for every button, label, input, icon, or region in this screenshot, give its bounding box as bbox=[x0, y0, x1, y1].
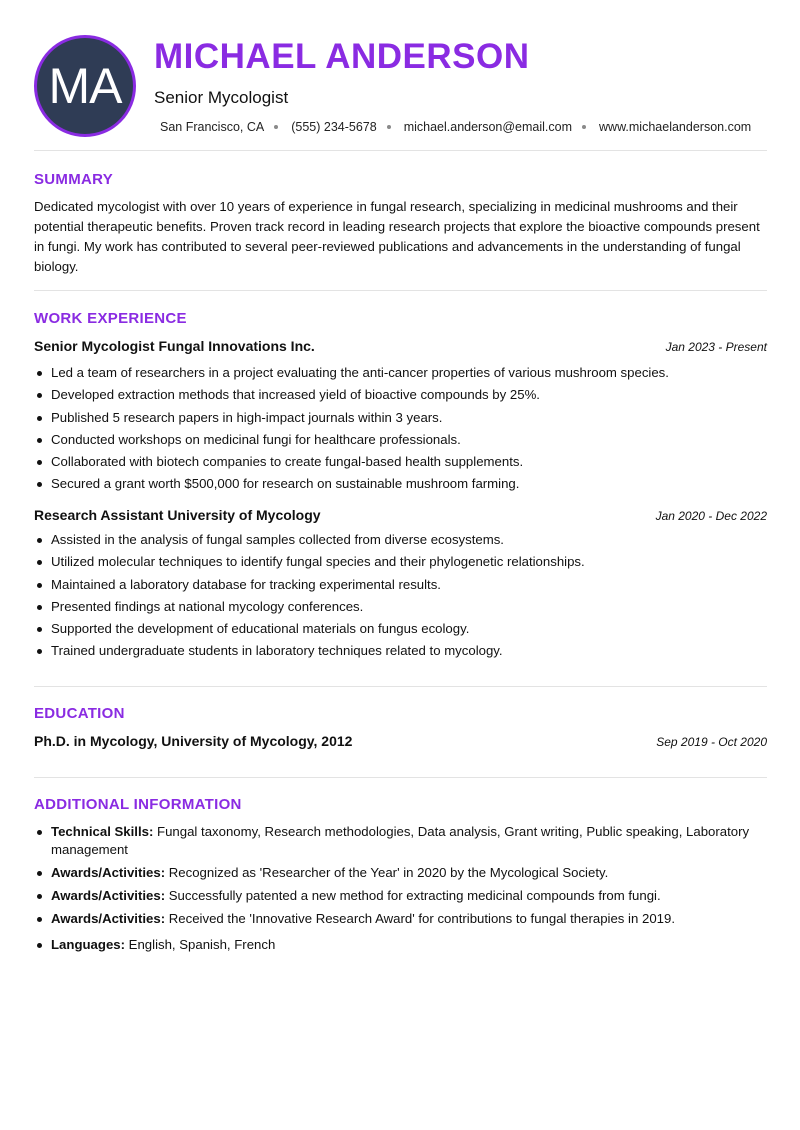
separator-dot-icon bbox=[582, 125, 586, 129]
contact-email[interactable]: michael.anderson@email.com bbox=[403, 120, 573, 134]
summary-text: Dedicated mycologist with over 10 years of experience in fungal research, specializing in medicinal mushrooms and their potential therapeutic benefits. Proven track record in leading research projects that explore the bioactive compounds present in fungi. My work has contributed to several peer-reviewed publications and advancements in the understanding of fungal biology. bbox=[34, 199, 760, 274]
avatar bbox=[34, 35, 136, 137]
job-title: Research Assistant University of Mycology bbox=[34, 507, 321, 523]
item-text: English, Spanish, French bbox=[125, 937, 276, 952]
list-item: Trained undergraduate students in laboratory techniques related to mycology. bbox=[34, 642, 767, 660]
item-label: Languages: bbox=[51, 937, 126, 952]
list-item: Supported the development of educational materials on fungus ecology. bbox=[34, 620, 767, 638]
item-text: Fungal taxonomy, Research methodologies, Data analysis, Grant writing, Public speaking, Laboratory management bbox=[51, 824, 750, 857]
work-experience-heading: WORK EXPERIENCE bbox=[34, 310, 187, 327]
additional-info-heading: ADDITIONAL INFORMATION bbox=[34, 796, 242, 813]
separator-dot-icon bbox=[387, 125, 391, 129]
contact-website[interactable]: www.michaelanderson.com bbox=[599, 120, 752, 134]
education-dates: Sep 2019 - Oct 2020 bbox=[656, 735, 767, 749]
job-header bbox=[34, 507, 767, 523]
item-text: Recognized as 'Researcher of the Year' in 2020 by the Mycological Society. bbox=[165, 865, 609, 880]
list-item bbox=[34, 936, 767, 954]
education-heading: EDUCATION bbox=[34, 705, 125, 722]
summary-heading: SUMMARY bbox=[34, 171, 114, 188]
list-item: Secured a grant worth $500,000 for research on sustainable mushroom farming. bbox=[34, 475, 767, 493]
list-item: Presented findings at national mycology conferences. bbox=[34, 598, 767, 616]
list-item: Collaborated with biotech companies to create fungal-based health supplements. bbox=[34, 453, 767, 471]
list-item: Developed extraction methods that increased yield of bioactive compounds by 25%. bbox=[34, 386, 767, 404]
job-title: Senior Mycologist bbox=[154, 88, 289, 107]
job-dates: Jan 2020 - Dec 2022 bbox=[655, 509, 767, 523]
item-label: Technical Skills: bbox=[51, 824, 154, 839]
divider bbox=[34, 777, 767, 778]
list-item: Published 5 research papers in high-impact journals within 3 years. bbox=[34, 409, 767, 427]
divider bbox=[34, 290, 767, 291]
job-header bbox=[34, 338, 767, 354]
list-item: Conducted workshops on medicinal fungi for healthcare professionals. bbox=[34, 431, 767, 449]
list-item bbox=[34, 823, 767, 859]
separator-dot-icon bbox=[274, 125, 278, 129]
list-item bbox=[34, 864, 767, 882]
job-bullets bbox=[34, 364, 767, 498]
job-title: Senior Mycologist Fungal Innovations Inc. bbox=[34, 338, 315, 354]
list-item: Led a team of researchers in a project evaluating the anti-cancer properties of various mushroom species. bbox=[34, 364, 767, 382]
education-entry bbox=[34, 733, 767, 749]
job-bullets bbox=[34, 531, 767, 665]
degree: Ph.D. in Mycology, University of Mycology, 2012 bbox=[34, 733, 353, 749]
additional-info-list bbox=[34, 823, 767, 959]
divider bbox=[34, 686, 767, 687]
list-item bbox=[34, 910, 767, 928]
item-text: Received the 'Innovative Research Award' for contributions to fungal therapies in 2019. bbox=[165, 911, 675, 926]
contact-location: San Francisco, CA bbox=[160, 120, 265, 134]
list-item: Maintained a laboratory database for tracking experimental results. bbox=[34, 576, 767, 594]
item-label: Awards/Activities: bbox=[51, 911, 166, 926]
item-label: Awards/Activities: bbox=[51, 865, 166, 880]
list-item: Assisted in the analysis of fungal samples collected from diverse ecosystems. bbox=[34, 531, 767, 549]
contact-phone: (555) 234-5678 bbox=[291, 120, 377, 134]
list-item: Utilized molecular techniques to identify fungal species and their phylogenetic relationships. bbox=[34, 553, 767, 571]
avatar-initials: MA bbox=[48, 58, 122, 114]
divider bbox=[34, 150, 767, 151]
job-dates: Jan 2023 - Present bbox=[665, 340, 767, 354]
item-label: Awards/Activities: bbox=[51, 888, 166, 903]
contact-bar bbox=[160, 120, 751, 134]
candidate-name: MICHAEL ANDERSON bbox=[154, 37, 530, 76]
list-item bbox=[34, 887, 767, 905]
item-text: Successfully patented a new method for extracting medicinal compounds from fungi. bbox=[165, 888, 661, 903]
